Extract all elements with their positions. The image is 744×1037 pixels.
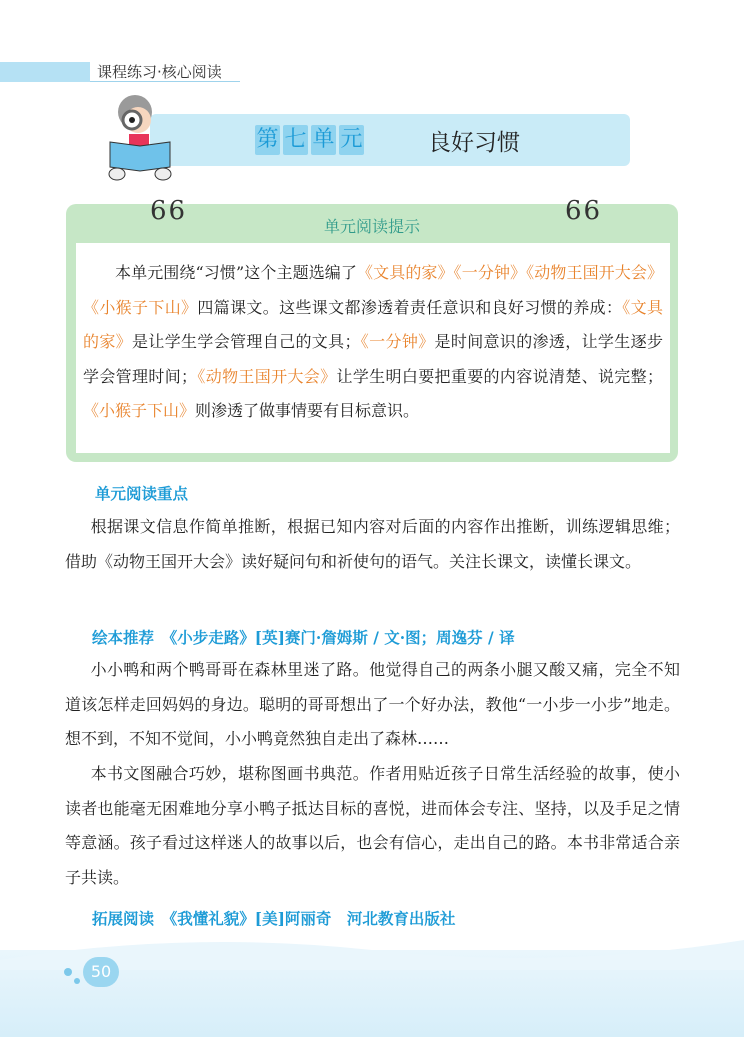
lesson-title: 《一分钟》 <box>360 332 435 351</box>
lesson-title: 《动物王国开大会》 <box>197 366 337 386</box>
lesson-title: 《小猴子下山》 <box>83 401 196 420</box>
tip-text-segment: 是让学生学会管理自己的文具； <box>132 332 361 351</box>
picture-book-heading: 绘本推荐 《小步走路》[英]赛门·詹姆斯 / 文·图；周逸芬 / 译 <box>92 628 515 647</box>
section-title: 课程练习·核心阅读 <box>97 63 222 81</box>
header-divider <box>90 81 240 82</box>
unit-banner <box>150 114 630 166</box>
lesson-title: 《文具的家》 <box>83 297 663 351</box>
reading-tip-text <box>83 256 663 429</box>
unit-theme: 良好习惯 <box>428 130 520 156</box>
dot-icon <box>74 978 80 984</box>
unit-char: 单 <box>311 125 336 155</box>
unit-char: 第 <box>255 125 280 155</box>
focus-text: 根据课文信息作简单推断，根据已知内容对后面的内容作出推断，训练逻辑思维；借助《动物王国开大会》读好疑问句和祈使句的语气。关注长课文，读懂长课文。 <box>65 517 680 571</box>
lesson-title: 《文具的家》《一分钟》《动物王国开大会》《小猴子下山》 <box>83 263 663 317</box>
unit-char: 元 <box>339 125 364 155</box>
quote-mark-icon: 66 <box>150 196 188 226</box>
picture-book-review: 本书文图融合巧妙，堪称图画书典范。作者用贴近孩子日常生活经验的故事，使小读者也能毫无困难地分享小鸭子抵达目标的喜悦，进而体会专注、坚持，以及手足之情等意涵。孩子看过这样迷人的故事以后，也会有信心，走出自己的路。本书非常适合亲子共读。 <box>65 764 680 887</box>
reading-tip-title: 单元阅读提示 <box>323 217 420 236</box>
tip-text-segment: 本单元围绕“习惯”这个主题选编了 <box>115 263 358 282</box>
tip-text-segment: 是时间意识的渗透，让学生逐步学会管理时间； <box>83 332 663 386</box>
dot-icon <box>64 968 72 976</box>
page-number: 50 <box>83 957 119 987</box>
tip-text-segment: 则渗透了做事情要有目标意识。 <box>195 401 420 420</box>
extended-reading-heading: 拓展阅读 《我懂礼貌》[美]阿丽奇 河北教育出版社 <box>92 909 456 928</box>
reading-child-illustration-icon <box>105 92 175 182</box>
tip-text-segment: 四篇课文。这些课文都渗透着责任意识和良好习惯的养成： <box>197 297 623 317</box>
unit-char: 七 <box>283 125 308 155</box>
tip-text-segment: 让学生明白要把重要的内容说清楚、说完整； <box>336 366 663 386</box>
picture-book-summary: 小小鸭和两个鸭哥哥在森林里迷了路。他觉得自己的两条小腿又酸又痛，完全不知道该怎样走回妈妈的身边。聪明的哥哥想出了一个好办法，教他“一小步一小步”地走。想不到，不知不觉间，小小鸭竟然独自走出了森林…… <box>65 660 680 748</box>
quote-mark-icon: 66 <box>565 196 603 226</box>
focus-heading: 单元阅读重点 <box>95 484 189 503</box>
header-band <box>0 62 90 82</box>
unit-number <box>255 125 364 155</box>
